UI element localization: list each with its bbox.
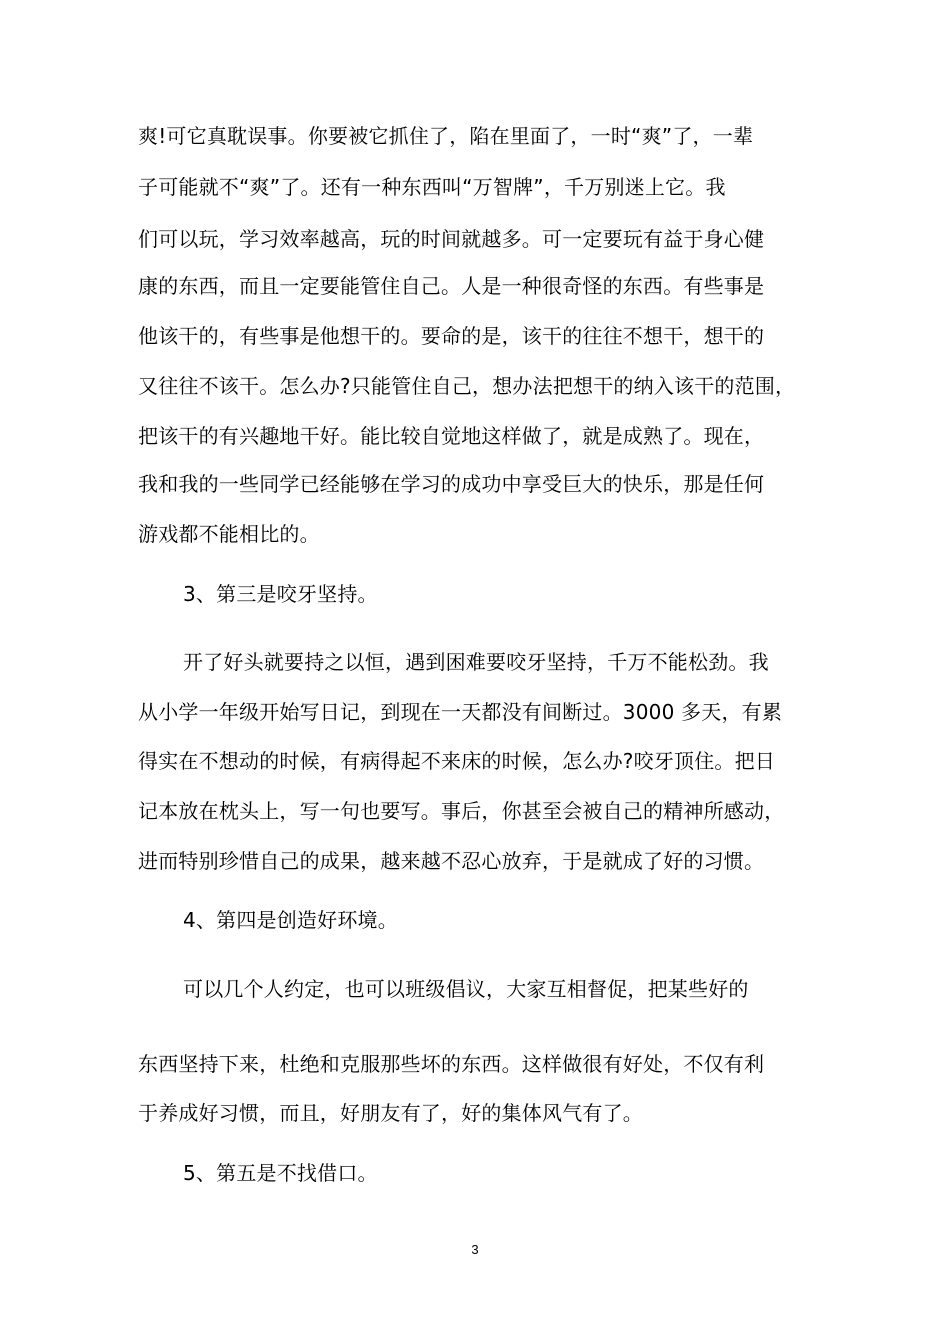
page-number: 3 bbox=[471, 1242, 479, 1257]
paragraph-line: 又往往不该干。怎么办?只能管住自己，想办法把想干的纳入该干的范围， bbox=[138, 374, 796, 398]
paragraph-line: 把该干的有兴趣地干好。能比较自觉地这样做了，就是成熟了。现在， bbox=[138, 424, 765, 448]
paragraph-line: 我和我的一些同学已经能够在学习的成功中享受巨大的快乐，那是任何 bbox=[138, 472, 765, 496]
paragraph-line: 从小学一年级开始写日记，到现在一天都没有间断过。3000 多天，有累 bbox=[138, 700, 783, 724]
paragraph-line: 进而特别珍惜自己的成果，越来越不忍心放弃，于是就成了好的习惯。 bbox=[138, 849, 765, 873]
paragraph-line: 于养成好习惯，而且，好朋友有了，好的集体风气有了。 bbox=[138, 1101, 643, 1125]
section-heading: 3、第三是咬牙坚持。 bbox=[183, 582, 378, 606]
paragraph-line: 游戏都不能相比的。 bbox=[138, 522, 320, 546]
paragraph-line: 开了好头就要持之以恒，遇到困难要咬牙坚持，千万不能松劲。我 bbox=[183, 650, 769, 674]
paragraph-line: 爽!可它真耽误事。你要被它抓住了，陷在里面了，一时“爽”了，一辈 bbox=[138, 124, 754, 148]
paragraph-line: 子可能就不“爽”了。还有一种东西叫“万智牌”，千万别迷上它。我 bbox=[138, 175, 726, 199]
paragraph-line: 康的东西，而且一定要能管住自己。人是一种很奇怪的东西。有些事是 bbox=[138, 274, 765, 298]
paragraph-line: 他该干的，有些事是他想干的。要命的是，该干的往往不想干，想干的 bbox=[138, 324, 765, 348]
section-heading: 5、第五是不找借口。 bbox=[183, 1161, 378, 1185]
paragraph-line: 东西坚持下来，杜绝和克服那些坏的东西。这样做很有好处，不仅有利 bbox=[138, 1052, 765, 1076]
paragraph-line: 记本放在枕头上，写一句也要写。事后，你甚至会被自己的精神所感动， bbox=[138, 799, 785, 823]
paragraph-line: 得实在不想动的时候，有病得起不来床的时候，怎么办?咬牙顶住。把日 bbox=[138, 749, 776, 773]
paragraph-line: 们可以玩，学习效率越高，玩的时间就越多。可一定要玩有益于身心健 bbox=[138, 227, 765, 251]
section-heading: 4、第四是创造好环境。 bbox=[183, 908, 398, 932]
paragraph-line: 可以几个人约定，也可以班级倡议，大家互相督促，把某些好的 bbox=[183, 977, 749, 1001]
